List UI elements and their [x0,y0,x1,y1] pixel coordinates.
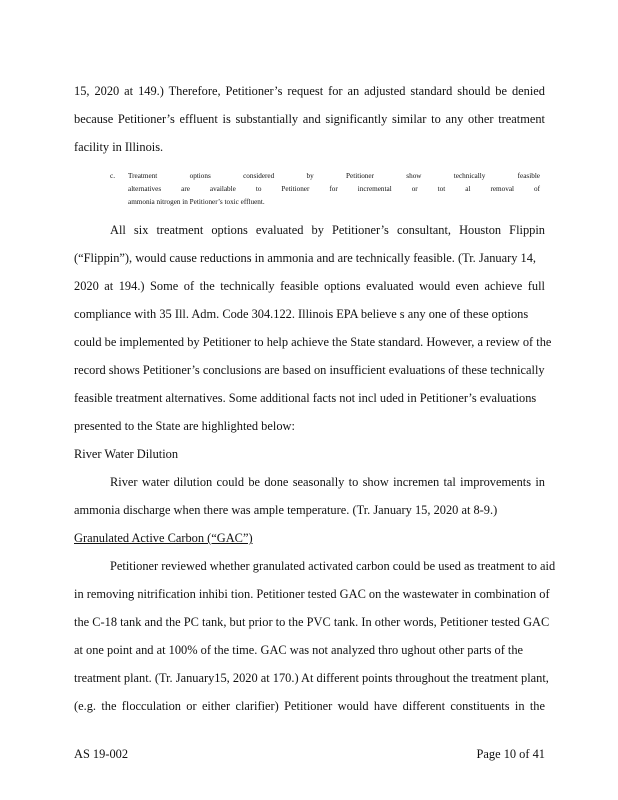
paragraph-line: presented to the State are highlighted below: [74,419,295,433]
paragraph-line: treatment plant. (Tr. January15, 2020 at 170.) At different points throughout the treatment plant, [74,671,549,685]
paragraph-line: ammonia discharge when there was ample temperature. (Tr. January 15, 2020 at 8-9.) [74,503,498,517]
subheading-gac-text: Granulated Active Carbon (“GAC”) [74,531,253,545]
subheading-river-water-dilution: River Water Dilution [74,447,179,461]
paragraph-line: feasible treatment alternatives. Some additional facts not incl uded in Petitioner’s evaluations [74,391,537,405]
section-marker: c. [110,172,115,180]
paragraph-line: because Petitioner’s effluent is substantially and significantly similar to any other treatment [74,112,545,126]
paragraph-line: could be implemented by Petitioner to help achieve the State standard. However, a review of the [74,335,552,349]
paragraph-line: the C-18 tank and the PC tank, but prior to the PVC tank. In other words, Petitioner tested GAC [74,615,550,629]
paragraph-line: (e.g. the flocculation or either clarifier) Petitioner would have different constituents in the [74,699,545,713]
paragraph-line: 15, 2020 at 149.) Therefore, Petitioner’s request for an adjusted standard should be denied [74,84,545,98]
footer-page-number: Page 10 of 41 [476,747,545,761]
paragraph-line: record shows Petitioner’s conclusions are based on insufficient evaluations of these technically [74,363,545,377]
paragraph-line: All six treatment options evaluated by Petitioner’s consultant, Houston Flippin [110,223,545,237]
section-heading-line: Treatment options considered by Petitioner show technically feasible [128,172,540,180]
subheading-gac [74,530,545,546]
paragraph-line: compliance with 35 Ill. Adm. Code 304.122. Illinois EPA believe s any one of these options [74,307,529,321]
paragraph-line: facility in Illinois. [74,140,164,154]
footer-docket-number: AS 19-002 [74,747,129,761]
paragraph-line: Petitioner reviewed whether granulated activated carbon could be used as treatment to aid [110,559,556,573]
paragraph-line: at one point and at 100% of the time. GAC was not analyzed thro ughout other parts of the [74,643,524,657]
paragraph-line: River water dilution could be done seasonally to show incremen tal improvements in [110,475,545,489]
section-heading-c [110,171,540,181]
section-heading-line: ammonia nitrogen in Petitioner’s toxic effluent. [128,198,265,206]
paragraph-line: 2020 at 194.) Some of the technically feasible options evaluated would even achieve full [74,279,545,293]
paragraph-line: in removing nitrification inhibi tion. Petitioner tested GAC on the wastewater in combination of [74,587,550,601]
section-heading-line: alternatives are available to Petitioner for incremental or tot al removal of [128,185,540,193]
paragraph-line: (“Flippin”), would cause reductions in ammonia and are technically feasible. (Tr. January 14, [74,251,536,265]
